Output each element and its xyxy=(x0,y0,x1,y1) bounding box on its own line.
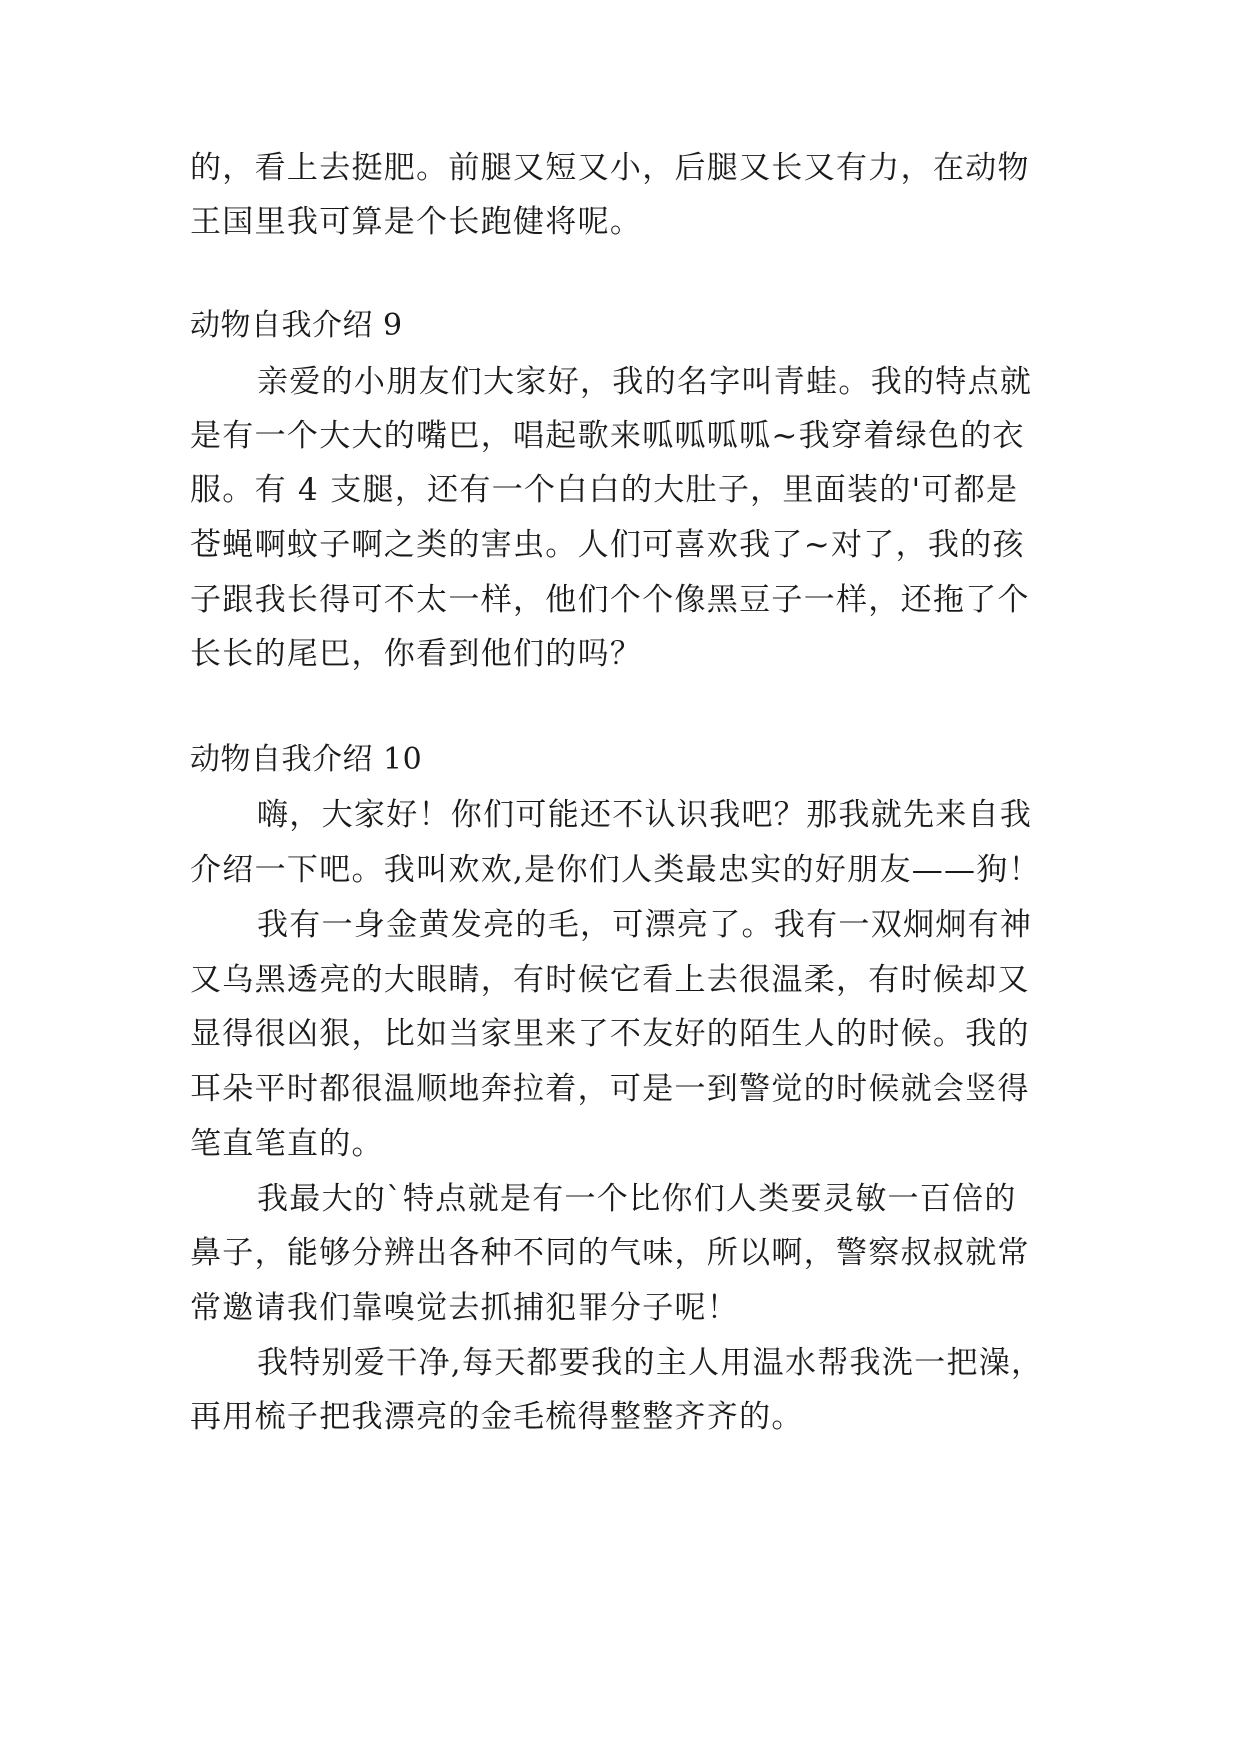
paragraph-line: 长长的尾巴，你看到他们的吗？ xyxy=(190,636,643,672)
paragraph-line: 显得很凶狠，比如当家里来了不友好的陌生人的时候。我的 xyxy=(190,1016,1030,1052)
paragraph-line: 介绍一下吧。我叫欢欢,是你们人类最忠实的好朋友——狗！ xyxy=(190,852,1041,888)
paragraph-line: 再用梳子把我漂亮的金毛梳得整整齐齐的。 xyxy=(190,1399,804,1435)
paragraph-line: 苍蝇啊蚊子啊之类的害虫。人们可喜欢我了~对了，我的孩 xyxy=(190,527,1025,563)
paragraph-line: 服。有 4 支腿，还有一个白白的大肚子，里面装的'可都是 xyxy=(190,472,1019,508)
section-heading-10: 动物自我介绍 10 xyxy=(190,742,423,777)
paragraph-line: 嗨，大家好！你们可能还不认识我吧？那我就先来自我 xyxy=(257,797,1033,833)
section-heading-9: 动物自我介绍 9 xyxy=(190,308,403,343)
paragraph-line: 我最大的`特点就是有一个比你们人类要灵敏一百倍的 xyxy=(257,1181,1017,1217)
paragraph-line: 耳朵平时都很温顺地奔拉着，可是一到警觉的时候就会竖得 xyxy=(190,1071,1030,1107)
paragraph-line: 又乌黑透亮的大眼睛，有时候它看上去很温柔，有时候却又 xyxy=(190,962,1030,998)
paragraph-line: 笔直笔直的。 xyxy=(190,1126,384,1162)
paragraph-line: 亲爱的小朋友们大家好，我的名字叫青蛙。我的特点就 xyxy=(257,364,1033,400)
paragraph-line: 的，看上去挺肥。前腿又短又小，后腿又长又有力，在动物 xyxy=(190,150,1030,186)
paragraph-line: 常邀请我们靠嗅觉去抓捕犯罪分子呢！ xyxy=(190,1290,740,1326)
paragraph-line: 我特别爱干净,每天都要我的主人用温水帮我洗一把澡， xyxy=(257,1345,1044,1381)
paragraph-line: 我有一身金黄发亮的毛，可漂亮了。我有一双炯炯有神 xyxy=(257,907,1033,943)
paragraph-line: 王国里我可算是个长跑健将呢。 xyxy=(190,204,643,240)
paragraph-line: 是有一个大大的嘴巴，唱起歌来呱呱呱呱~我穿着绿色的衣 xyxy=(190,418,1025,454)
paragraph-line: 子跟我长得可不太一样，他们个个像黑豆子一样，还拖了个 xyxy=(190,582,1030,618)
paragraph-line: 鼻子，能够分辨出各种不同的气味，所以啊，警察叔叔就常 xyxy=(190,1235,1030,1271)
